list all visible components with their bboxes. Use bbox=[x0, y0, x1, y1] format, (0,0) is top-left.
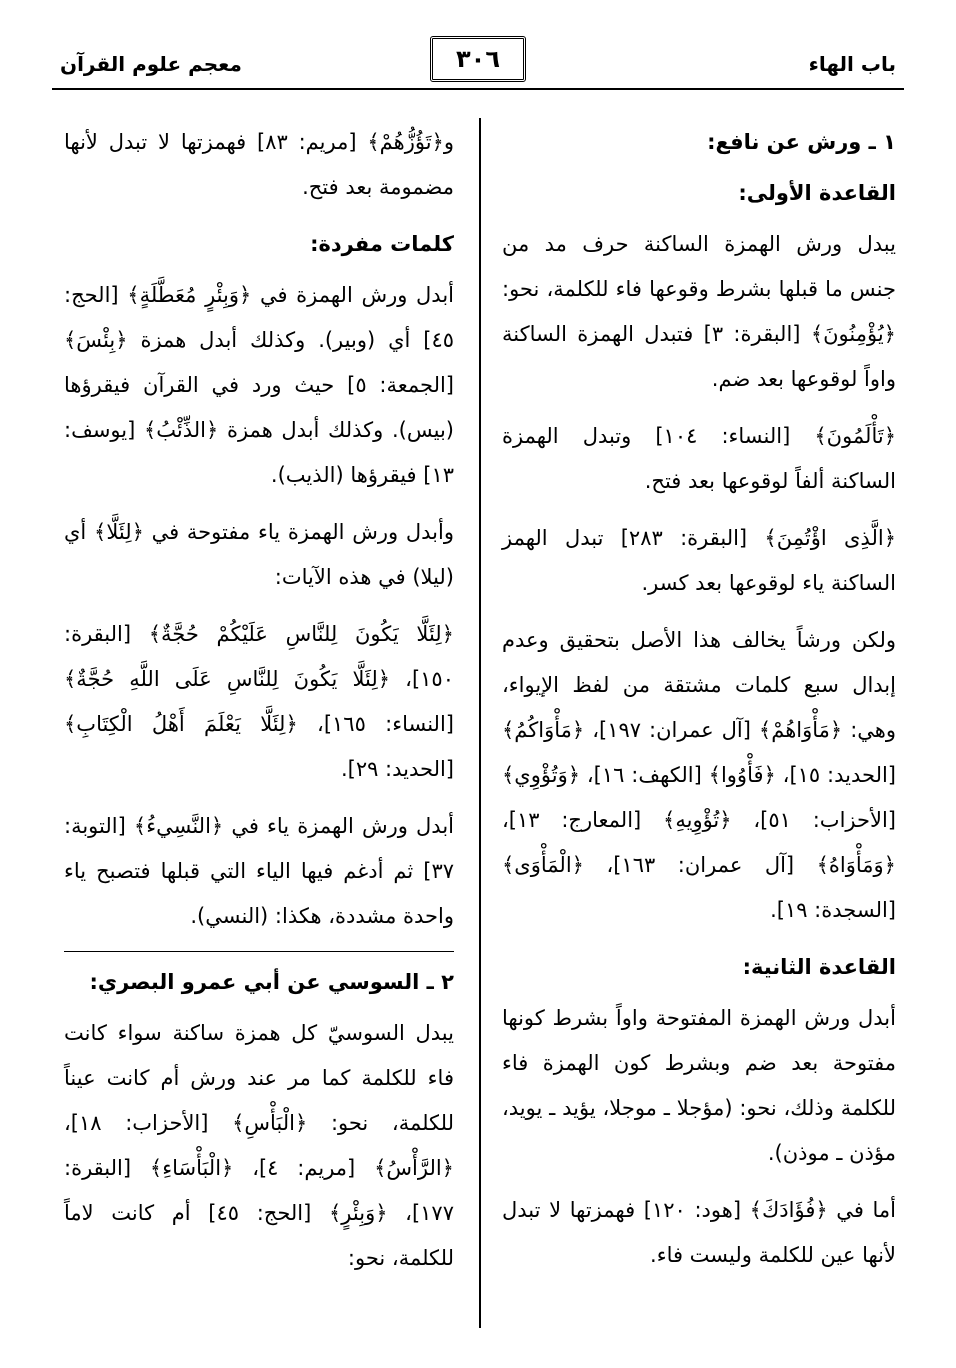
right-column bbox=[502, 120, 896, 1348]
paragraph: أبدل ورش الهمزة ياء في ﴿النَّسِيءُ﴾ [التوبة: ٣٧] ثم أدغم فيها الياء التي قبلها فتصبح ياء واحدة مشددة، هكذا: (النسي). bbox=[64, 814, 454, 928]
book-title: معجم علوم القرآن bbox=[60, 52, 242, 76]
paragraph: أبدل ورش الهمزة المفتوحة واواً بشرط كونها مفتوحة بعد ضم وبشرط كون الهمزة فاء للكلمة وذلك، نحو: (مؤجلا ـ موجلا، يؤيد ـ يويد، مؤذن ـ موذن). bbox=[502, 1006, 896, 1165]
paragraph: أبدل ورش الهمزة في ﴿وَبِئْرٍ مُعَطَّلَةٍ﴾ [الحج: ٤٥] أي (وبير). وكذلك أبدل همزة ﴿بِئْسَ﴾ [الجمعة: ٥] حيث ورد في القرآن فيقرؤها (بيس). وكذلك أبدل همزة ﴿الذِّئْبُ﴾ [يوسف: ١٣] فيقرؤها (الذيب). bbox=[64, 283, 454, 487]
paragraph: يبدل ورش الهمزة الساكنة حرف مد من جنس ما قبلها بشرط وقوعها فاء للكلمة، نحو: ﴿يُؤْمِنُونَ﴾ [البقرة: ٣] فتبدل الهمزة الساكنة واواً لوقوعها بعد ضم. bbox=[502, 232, 896, 391]
page-number: ٣٠٦ bbox=[430, 36, 526, 82]
paragraph: ولكن ورشاً يخالف هذا الأصل بتحقيق وعدم إبدال سبع كلمات مشتقة من لفظ الإيواء، وهي: ﴿مَأْوَاهُمْ﴾ [آل عمران: ١٩٧]، ﴿مَأْوَاكُمُ﴾ [الحديد: ١٥]، ﴿فَأْوُوا﴾ [الكهف: ١٦]، ﴿وَتُؤْوِي﴾ [الأحزاب: ٥١]، ﴿تُؤْوِيهِ﴾ [المعارج: ١٣]، ﴿وَمَأْوَاهُ﴾ [آل عمران: ١٦٣]، ﴿الْمَأْوَى﴾ [السجدة: ١٩]. bbox=[502, 628, 897, 922]
section-heading: القاعدة الثانية: bbox=[742, 955, 896, 979]
chapter-title: باب الهاء bbox=[808, 52, 896, 76]
page-header bbox=[40, 30, 916, 90]
paragraph: ﴿الَّذِى اؤْتُمِنَ﴾ [البقرة: ٢٨٣] تبدل الهمز الساكنة ياء لوقوعها بعد كسر. bbox=[502, 526, 896, 595]
paragraph: وأبدل ورش الهمزة ياء مفتوحة في ﴿لِئَلَّا﴾ أي (ليلا) في هذه الآيات: bbox=[64, 520, 454, 589]
section-heading: ٢ ـ السوسي عن أبي عمرو البصري: bbox=[89, 970, 454, 994]
section-heading: القاعدة الأولى: bbox=[738, 181, 896, 205]
paragraph: و﴿تَؤُزُّهُمْ﴾ [مريم: ٨٣] فهمزتها لا تبدل لأنها مضمومة بعد فتح. bbox=[64, 130, 454, 199]
column-divider bbox=[479, 118, 481, 1328]
section-heading: كلمات مفردة: bbox=[310, 232, 454, 256]
paragraph: ﴿تَأْلَمُونَ﴾ [النساء: ١٠٤] وتبدل الهمزة الساكنة ألفاً لوقوعها بعد فتح. bbox=[502, 424, 896, 493]
left-column bbox=[64, 120, 454, 1348]
paragraph: يبدل السوسيّ كل همزة ساكنة سواء كانت فاء للكلمة كما مر عند ورش أم كانت عيناً للكلمة، نحو: ﴿الْبَأْسِ﴾ [الأحزاب: ١٨]، ﴿الرَّأْسُ﴾ [مريم: ٤]، ﴿الْبَأْسَاءِ﴾ [البقرة: ١٧٧]، ﴿وَبِئْرٍ﴾ [الحج: ٤٥] أم كانت لاماً للكلمة، نحو: bbox=[64, 1021, 454, 1270]
paragraph: ﴿لِئَلَّا يَكُونَ لِلنَّاسِ عَلَيْكُمْ حُجَّةٌ﴾ [البقرة: ١٥٠]، ﴿لِئَلَّا يَكُونَ لِلنَّاسِ عَلَى اللَّهِ حُجَّةٌ﴾ [النساء: ١٦٥]، ﴿لِئَلَّا يَعْلَمَ أَهْلُ الْكِتَابِ﴾ [الحديد: ٢٩]. bbox=[64, 622, 454, 781]
header-rule bbox=[52, 88, 904, 90]
section-heading: ١ ـ ورش عن نافع: bbox=[707, 130, 896, 154]
section-separator bbox=[64, 951, 454, 952]
paragraph: أما في ﴿فُؤَادَكَ﴾ [هود: ١٢٠] فهمزتها لا تبدل لأنها عين للكلمة وليست فاء. bbox=[502, 1198, 896, 1267]
